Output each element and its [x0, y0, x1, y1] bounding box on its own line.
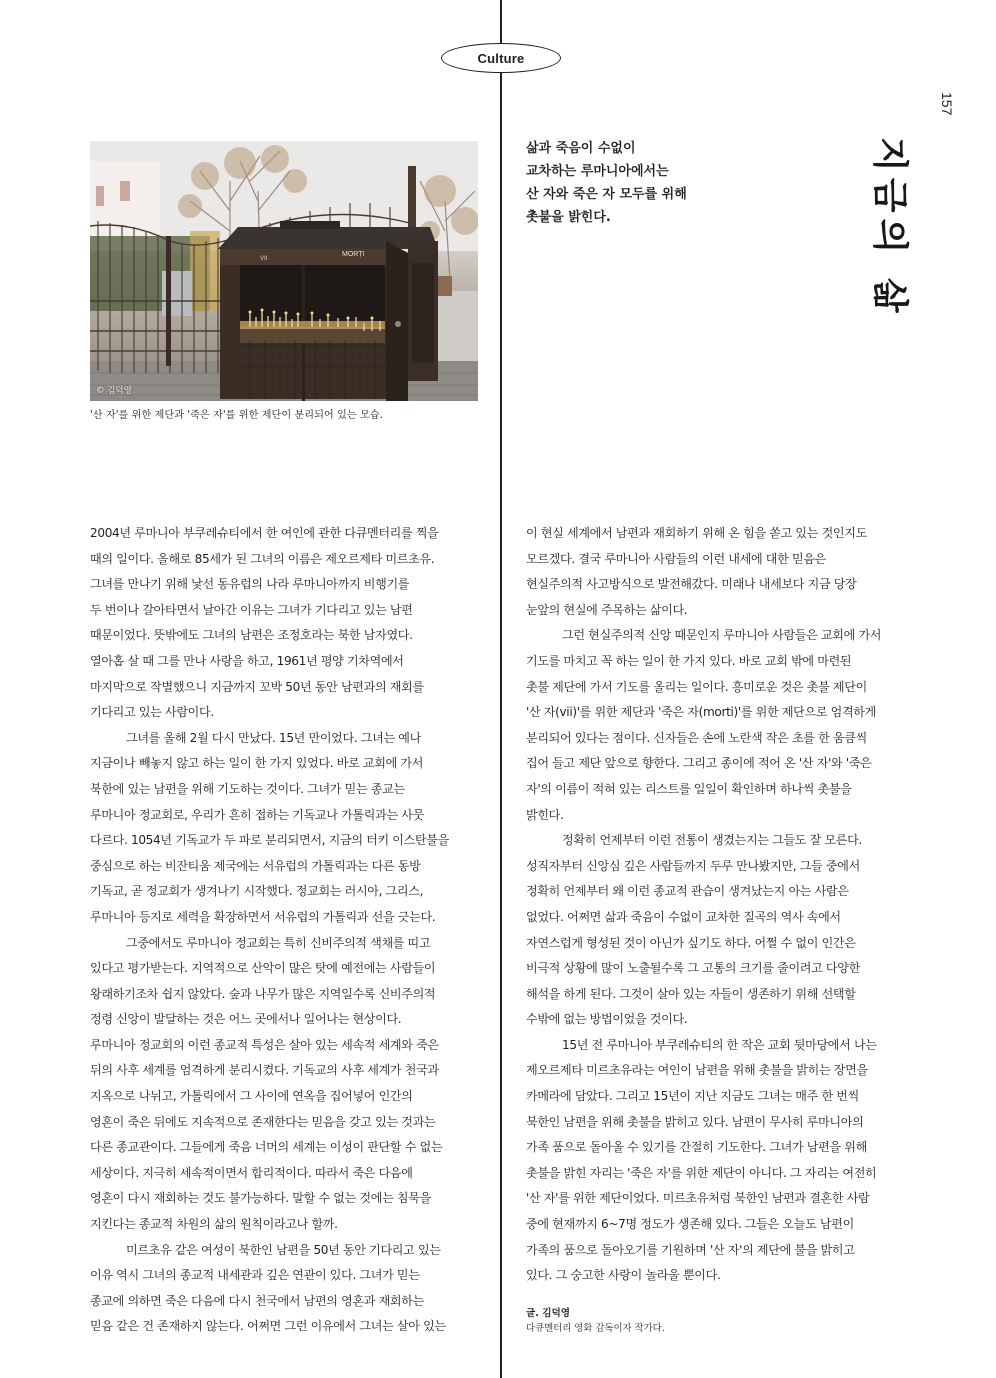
body-text-line: 루마니아 등지로 세력을 확장하면서 서유럽의 가톨릭과 선을 긋는다.	[90, 909, 436, 924]
body-text-line: 종교에 의하면 죽은 다음에 다시 천국에서 남편의 영혼과 재회하는	[90, 1293, 424, 1308]
body-text-line: 중에 현재까지 6~7명 정도가 생존해 있다. 그들은 오늘도 남편이	[526, 1217, 854, 1232]
subtitle-line: 삶과 죽음이 수없이	[526, 141, 636, 156]
body-text-line: 마지막으로 작별했으니 지금까지 꼬박 50년 동안 남편과의 재회를	[90, 679, 424, 694]
body-text-line: 그중에서도 루마니아 정교회는 특히 신비주의적 색채를 띠고	[126, 935, 431, 950]
body-text-line: 다른 종교관이다. 그들에게 죽음 너머의 세계는 이성이 판단할 수 없는	[90, 1140, 443, 1155]
body-text-line: 영혼이 다시 재회하는 것도 불가능하다. 말할 수 없는 것에는 침묵을	[90, 1191, 431, 1206]
body-text-line: 왕래하기조차 쉽지 않았다. 숲과 나무가 많은 지역일수록 신비주의적	[90, 986, 436, 1001]
body-text-line: 있다고 평가받는다. 지역적으로 산악이 많은 탓에 예전에는 사람들이	[90, 961, 436, 976]
body-text-line: 지킨다는 종교적 차원의 삶의 원칙이라고나 할까.	[90, 1217, 338, 1232]
svg-text:MORȚI: MORȚI	[342, 251, 365, 258]
article-subtitle	[526, 137, 786, 229]
body-text-line: 성직자부터 신앙심 깊은 사람들까지 두루 만나봤지만, 그들 중에서	[526, 858, 860, 873]
body-text-line: 촛불 제단에 가서 기도를 올리는 일이다. 흥미로운 것은 촛불 제단이	[526, 679, 867, 694]
body-text-line: 정확히 언제부터 왜 이런 종교적 관습이 생겨났는지 아는 사람은	[526, 884, 849, 899]
body-text-line: '산 자'를 위한 제단이었다. 미르초유처럼 북한인 남편과 결혼한 사람	[526, 1191, 870, 1206]
center-divider	[500, 0, 502, 1378]
body-text-line: 그런 현실주의적 신앙 때문인지 루마니아 사람들은 교회에 가서	[562, 628, 882, 643]
body-column-right	[526, 521, 918, 1289]
body-text-line: 미르초유 같은 여성이 북한인 남편을 50년 동안 기다리고 있는	[126, 1242, 441, 1257]
body-text-line: 정확히 언제부터 이런 전통이 생겼는지는 그들도 잘 모른다.	[562, 833, 862, 848]
body-text-line: 자'의 이름이 적혀 있는 리스트를 일일이 확인하며 하나씩 촛불을	[526, 781, 852, 796]
body-text-line: 북한인 남편을 위해 촛불을 밝히고 있다. 남편이 무사히 루마니아의	[526, 1114, 864, 1129]
body-text-line: 지옥으로 나뉘고, 가톨릭에서 그 사이에 연옥을 집어넣어 인간의	[90, 1089, 413, 1104]
body-text-line: 카메라에 담았다. 그리고 15년이 지난 지금도 그녀는 매주 한 번씩	[526, 1089, 859, 1104]
body-text-line: 열아홉 살 때 그를 만나 사랑을 하고, 1961년 평양 기차역에서	[90, 653, 404, 668]
body-text-line: 북한에 있는 남편을 위해 기도하는 것이다. 그녀가 믿는 종교는	[90, 781, 405, 796]
body-text-line: 루마니아 정교회로, 우리가 흔히 접하는 기독교나 가톨릭과는 사뭇	[90, 807, 424, 822]
body-text-line: 기도를 마치고 꼭 하는 일이 한 가지 있다. 바로 교회 밖에 마련된	[526, 653, 852, 668]
body-text-line: 촛불을 밝힌 자리는 '죽은 자'를 위한 제단이 아니다. 그 자리는 여전히	[526, 1165, 877, 1180]
body-text-line: 영혼이 죽은 뒤에도 지속적으로 존재한다는 믿음을 갖고 있는 것과는	[90, 1114, 436, 1129]
body-text-line: 다르다. 1054년 기독교가 두 파로 분리되면서, 지금의 터키 이스탄불을	[90, 833, 449, 848]
body-text-line: 중심으로 하는 비잔티움 제국에는 서유럽의 가톨릭과는 다른 동방	[90, 858, 421, 873]
body-text-line: 지금이나 빼놓지 않고 하는 일이 한 가지 있었다. 바로 교회에 가서	[90, 756, 424, 771]
subtitle-line: 촛불을 밝힌다.	[526, 210, 611, 225]
page-number: 157	[939, 92, 955, 116]
section-tag	[441, 43, 561, 73]
subtitle-line: 교차하는 루마니아에서는	[526, 164, 669, 179]
body-text-line: 있다. 그 숭고한 사랑이 놀라울 뿐이다.	[526, 1268, 721, 1283]
svg-text:VII: VII	[260, 256, 268, 262]
body-text-line: 때의 일이다. 올해로 85세가 된 그녀의 이름은 제오르제타 미르초유.	[90, 551, 435, 566]
body-text-line: 제오르제타 미르초유라는 여인이 남편을 위해 촛불을 밝히는 장면을	[526, 1063, 868, 1078]
body-text-line: 기다리고 있는 사람이다.	[90, 705, 214, 720]
subtitle-line: 산 자와 죽은 자 모두를 위해	[526, 187, 687, 202]
body-text-line: 기독교, 곧 정교회가 생겨나기 시작했다. 정교회는 러시아, 그리스,	[90, 884, 424, 899]
body-text-line: 믿음 같은 건 존재하지 않는다. 어쩌면 그런 이유에서 그녀는 살아 있는	[90, 1319, 446, 1334]
body-text-line: 분리되어 있다는 점이다. 신자들은 손에 노란색 작은 초를 한 움큼씩	[526, 730, 867, 745]
body-text-line: 눈앞의 현실에 주목하는 삶이다.	[526, 602, 688, 617]
body-text-line: 없었다. 어쩌면 삶과 죽음이 수없이 교차한 질곡의 역사 속에서	[526, 909, 841, 924]
body-text-line: 집어 들고 제단 앞으로 향한다. 그리고 종이에 적어 온 '산 자'와 '죽은	[526, 756, 872, 771]
body-text-line: 두 번이나 갈아타면서 날아간 이유는 그녀가 기다리고 있는 남편	[90, 602, 413, 617]
body-text-line: 2004년 루마니아 부쿠레슈티에서 한 여인에 관한 다큐멘터리를 찍을	[90, 526, 439, 540]
section-tag-label: Culture	[477, 50, 525, 66]
body-text-line: 루마니아 정교회의 이런 종교적 특성은 살아 있는 세속적 세계와 죽은	[90, 1037, 439, 1052]
body-text-line: 이유 역시 그녀의 종교적 내세관과 깊은 연관이 있다. 그녀가 믿는	[90, 1268, 420, 1283]
body-text-line: 뒤의 사후 세계를 엄격하게 분리시켰다. 기독교의 사후 세계가 천국과	[90, 1063, 439, 1078]
body-text-line: 그녀를 올해 2월 다시 만났다. 15년 만이었다. 그녀는 예나	[126, 730, 421, 745]
body-text-line: 가족 품으로 돌아올 수 있기를 간절히 기도한다. 그녀가 남편을 위해	[526, 1140, 867, 1155]
body-text-line: 가족의 품으로 돌아오기를 기원하며 '산 자'의 제단에 불을 밝히고	[526, 1242, 855, 1257]
body-text-line: 자연스럽게 형성된 것이 아닌가 싶기도 하다. 어쩔 수 없이 인간은	[526, 935, 856, 950]
body-text-line: 이 현실 세계에서 남편과 재회하기 위해 온 힘을 쏟고 있는 것인지도	[526, 526, 867, 540]
body-text-line: 정령 신앙이 발달하는 것은 어느 곳에서나 일어나는 현상이다.	[90, 1012, 402, 1027]
candle-shrine-illustration	[90, 141, 478, 401]
body-text-line: 모르겠다. 결국 루마니아 사람들의 이런 내세에 대한 믿음은	[526, 551, 826, 566]
body-text-line: 해석을 하게 된다. 그것이 살아 있는 자들이 생존하기 위해 선택할	[526, 986, 856, 1001]
body-text-line: 그녀를 만나기 위해 낯선 동유럽의 나라 루마니아까지 비행기를	[90, 577, 410, 592]
body-text-line: 때문이었다. 뜻밖에도 그녀의 남편은 조정호라는 북한 남자였다.	[90, 628, 413, 643]
body-text-line: 현실주의적 사고방식으로 발전해갔다. 미래나 내세보다 지금 당장	[526, 577, 857, 592]
body-text-line: 수밖에 없는 방법이었을 것이다.	[526, 1012, 688, 1027]
body-text-line: '산 자(vii)'를 위한 제단과 '죽은 자(morti)'를 위한 제단으로 엄격하게	[526, 705, 876, 720]
photo-caption: '산 자'를 위한 제단과 '죽은 자'를 위한 제단이 분리되어 있는 모습.	[90, 410, 383, 421]
body-text-line: 비극적 상황에 많이 노출될수록 그 고통의 크기를 줄이려고 다양한	[526, 961, 860, 976]
author-name: 글. 김덕영	[526, 1308, 571, 1319]
author-description: 다큐멘터리 영화 감독이자 작가다.	[526, 1323, 665, 1334]
body-column-left	[90, 521, 482, 1340]
body-text-line: 밝힌다.	[526, 807, 564, 822]
article-title: 지금의 삶	[869, 137, 910, 319]
body-text-line: 세상이다. 지극히 세속적이면서 합리적이다. 따라서 죽은 다음에	[90, 1165, 413, 1180]
photo-credit: © 김덕영	[96, 386, 132, 396]
article-photo	[90, 141, 478, 401]
body-text-line: 15년 전 루마니아 부쿠레슈티의 한 작은 교회 뒷마당에서 나는	[562, 1037, 877, 1052]
byline	[526, 1306, 665, 1336]
